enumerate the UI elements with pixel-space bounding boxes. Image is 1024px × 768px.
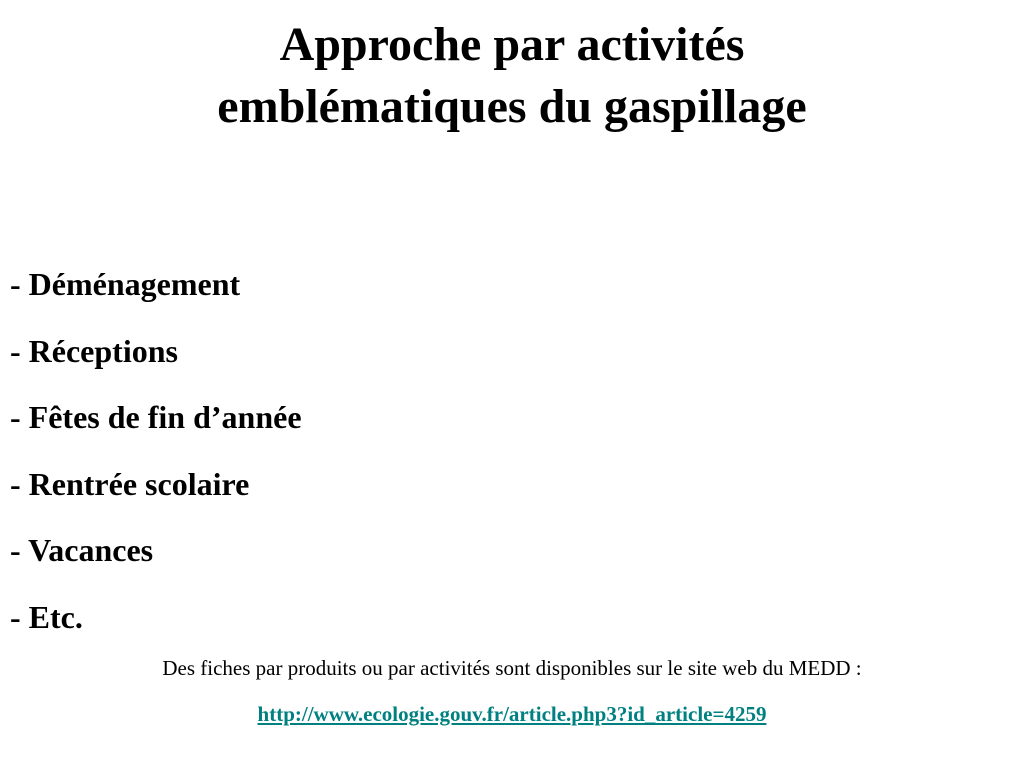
activity-list xyxy=(10,263,302,663)
list-item-fetes: - Fêtes de fin d’année xyxy=(10,399,302,436)
list-item-vacances: - Vacances xyxy=(10,532,154,569)
link-container xyxy=(0,700,1024,728)
medd-link[interactable]: http://www.ecologie.gouv.fr/article.php3?id_article=4259 xyxy=(257,702,767,726)
list-item-demenagement: - Déménagement xyxy=(10,266,241,302)
list-item-etc: - Etc. xyxy=(10,598,83,635)
slide-title xyxy=(0,14,1024,138)
list-item-rentree: - Rentrée scolaire xyxy=(10,465,250,502)
footnote-text: Des fiches par produits ou par activités sont disponibles sur le site web du MEDD : xyxy=(162,656,862,680)
slide-title-line-1: Approche par activités xyxy=(279,18,745,71)
list-item-receptions: - Réceptions xyxy=(10,332,178,369)
slide-title-line-2: emblématiques du gaspillage xyxy=(217,80,807,133)
